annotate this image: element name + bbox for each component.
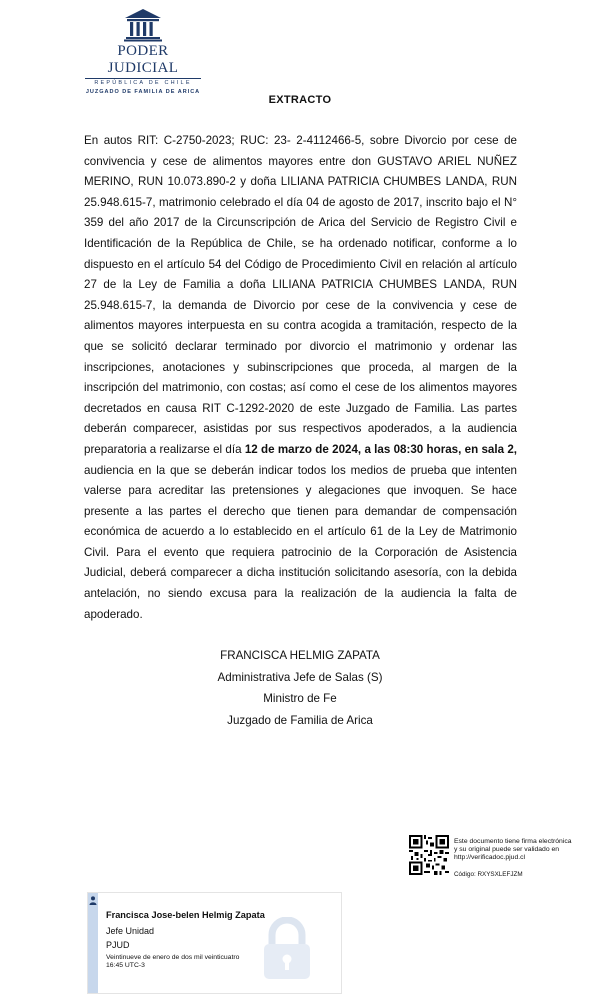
verification-block: [409, 835, 594, 881]
courthouse-icon: [123, 8, 163, 42]
document-body: [84, 131, 517, 625]
e-signer-role: Jefe Unidad: [106, 926, 155, 936]
signatory-title: Administrativa Jefe de Salas (S): [217, 670, 383, 684]
poder-judicial-logo: [84, 8, 202, 95]
body-text-part-2: audiencia en la que se deberán indicar todos los medios de prueba que intenten valerse para acreditar las pretensiones y alegaciones que invoquen. Se hace presente a las partes el derecho que tienen para demandar de compensación económica de acuerdo a lo establecido en el artículo 61 de la Ley de Matrimonio Civil. Para el evento que requiera patrocinio de la Corporación de Asistencia Judicial, deberá comparecer a dicha institución solicitando asesoría, con la debida antelación, no siendo excusa para la realización de la audiencia la falta de apoderado.: [84, 463, 517, 621]
signatory-court: Juzgado de Familia de Arica: [227, 713, 373, 727]
user-icon: [89, 896, 97, 905]
body-text-part-1: En autos RIT: C-2750-2023; RUC: 23- 2-4112466-5, sobre Divorcio por cese de convivencia y cese de alimentos mayores entre don GUSTAVO ARIEL NUÑEZ MERINO, RUN 10.073.890-2 y doña LILIANA PATRICIA CHUMBES LANDA, RUN 25.948.615-7, matrimonio celebrado el día 04 de agosto de 2017, inscrito bajo el N° 359 del año 2017 de la Circunscripción de Arica del Servicio de Registro Civil e Identificación de la República de Chile, se ha ordenado notificar, conforme a lo dispuesto en el artículo 54 del Código de Procedimiento Civil en relación al artículo 27 de la Ley de Familia a doña LILIANA PATRICIA CHUMBES LANDA, RUN 25.948.615-7, la demanda de Divorcio por cese de la convivencia y cese de alimentos mayores interpuesta en su contra acogida a tramitación, respecto de la que se solicitó declarar terminado por divorcio el matrimonio y ordenar las inscripciones, anotaciones y subinscripciones que proceda, al margen de la inscripción del matrimonio, con costas; así como el cese de los alimentos mayores decretados en causa RIT C-1292-2020 de este Juzgado de Familia. Las partes deberán comparecer, asistidas por sus respectivos apoderados, a la audiencia preparatoria a realizarse el día: [84, 134, 517, 456]
verification-line-1: Este documento tiene firma electrónica: [454, 838, 572, 845]
electronic-signature-box: [87, 892, 342, 994]
verification-notice: [454, 838, 594, 862]
verification-url[interactable]: http://verificadoc.pjud.cl: [454, 854, 526, 861]
e-signer-name: Francisca Jose-belen Helmig Zapata: [106, 910, 265, 920]
country-name: REPÚBLICA DE CHILE: [94, 80, 192, 86]
signature-accent-stripe: [88, 893, 98, 993]
signatory-name: FRANCISCA HELMIG ZAPATA: [220, 649, 380, 662]
verification-code: Código: RXYSXLEFJZM: [454, 871, 523, 878]
court-name: JUZGADO DE FAMILIA DE ARICA: [85, 89, 201, 95]
body-paragraph: [84, 131, 517, 625]
e-signature-time: 16:45 UTC-3: [106, 962, 145, 969]
qr-code-icon[interactable]: [409, 835, 449, 875]
e-signer-org: PJUD: [106, 940, 130, 950]
hearing-date-emphasis: 12 de marzo de 2024, a las 08:30 horas, en sala 2,: [244, 442, 517, 456]
document-heading: EXTRACTO: [268, 94, 332, 106]
institution-name: PODER JUDICIAL: [107, 43, 179, 76]
verification-line-2: y su original puede ser validado en: [454, 846, 560, 853]
signature-block: [0, 645, 600, 731]
e-signature-date: Veintinueve de enero de dos mil veinticuatro: [106, 954, 240, 961]
logo-divider: [85, 78, 201, 79]
e-signature-timestamp: [106, 954, 296, 970]
padlock-icon: [256, 917, 318, 981]
signatory-role: Ministro de Fe: [263, 692, 337, 705]
